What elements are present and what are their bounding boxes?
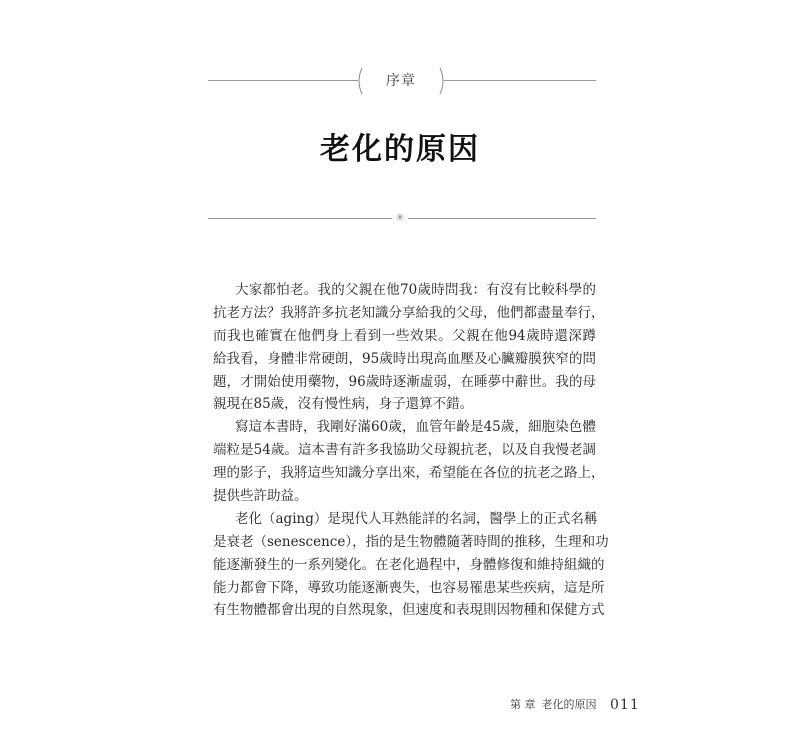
body-line: 能逐漸發生的一系列變化。在老化過程中，身體修復和維持組織的 bbox=[213, 556, 605, 573]
body-line: 親現在85歲，沒有慢性病，身子還算不錯。 bbox=[213, 396, 474, 413]
footer-chapter-title: 老化的原因 bbox=[541, 698, 597, 711]
asterisk-ornament-icon: ✳ bbox=[395, 211, 405, 224]
chapter-title: 老化的原因 bbox=[320, 132, 480, 167]
body-line: 給我看，身體非常硬朗，95歲時出現高血壓及心臟瓣膜狹窄的問 bbox=[213, 350, 596, 367]
body-line: 理的影子，我將這些知識分享出來，希望能在各位的抗老之路上， bbox=[213, 465, 605, 482]
paragraph bbox=[213, 416, 605, 508]
body-line: 有生物體都會出現的自然現象，但速度和表現則因物種和保健方式 bbox=[213, 602, 605, 619]
divider-rule-left bbox=[208, 218, 392, 219]
header-rule-left bbox=[208, 80, 358, 81]
paragraph bbox=[213, 279, 605, 416]
page-number: 011 bbox=[610, 697, 640, 713]
body-text bbox=[213, 279, 609, 622]
header-rule-right bbox=[444, 80, 596, 81]
divider-rule-right bbox=[408, 218, 596, 219]
section-label: 序章 bbox=[386, 73, 416, 89]
body-line: 題，才開始使用藥物，96歲時逐漸虛弱，在睡夢中辭世。我的母 bbox=[213, 373, 596, 390]
body-line: 老化（aging）是現代人耳熟能詳的名詞，醫學上的正式名稱 bbox=[235, 510, 598, 527]
body-line: 提供些許助益。 bbox=[213, 488, 308, 505]
running-footer bbox=[510, 697, 595, 713]
body-line: 是衰老（senescence），指的是生物體隨著時間的推移，生理和功 bbox=[213, 533, 609, 550]
footer-chapter: 第 章 bbox=[510, 698, 536, 711]
body-line: 而我也確實在他們身上看到一些效果。父親在他94歲時還深蹲 bbox=[213, 327, 596, 344]
body-line: 抗老方法？我將許多抗老知識分享給我的父母，他們都盡量奉行， bbox=[213, 304, 605, 321]
paragraph bbox=[213, 508, 609, 622]
body-line: 端粒是54歲。這本書有許多我協助父母親抗老，以及自我慢老調 bbox=[213, 442, 596, 459]
body-line: 寫這本書時，我剛好滿60歲，血管年齡是45歲，細胞染色體 bbox=[235, 419, 596, 436]
body-line: 大家都怕老。我的父親在他70歲時問我：有沒有比較科學的 bbox=[235, 282, 596, 298]
body-line: 能力都會下降，導致功能逐漸喪失，也容易罹患某些疾病，這是所 bbox=[213, 579, 605, 596]
